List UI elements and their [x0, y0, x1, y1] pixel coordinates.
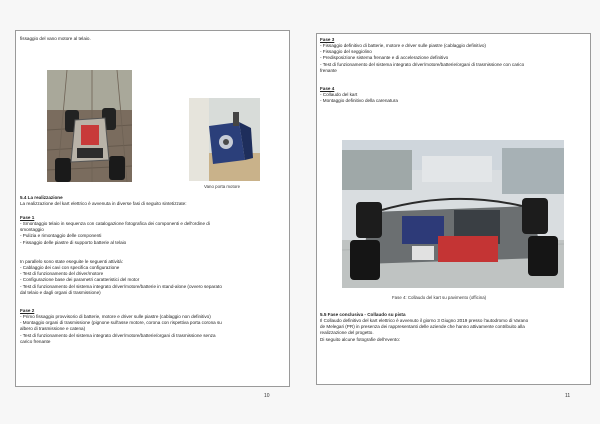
fase4-title: Fase 4: [320, 86, 335, 91]
photo-caption-fase4: Fase 4: Collaudo del kart su pavimento (officina): [392, 295, 487, 300]
list-item: - Primo fissaggio provvisorio di batterie, motore e driver sulle piastre (cablaggio non definitivo): [20, 314, 211, 319]
paragraph-line: de Melegari (PR) in presenza dei rappresentanti delle aziende che hanno attivamente contribuito alla: [320, 324, 525, 330]
kart-chassis-photo: [47, 70, 132, 182]
list-item: - Fissaggio delle piastre di supporto batterie al telaio: [20, 239, 127, 245]
conclusion-paragraph: [320, 318, 528, 343]
paragraph-line: Di seguito alcune fotografie dell'evento:: [320, 336, 401, 342]
list-item: - Configurazione base dei parametri caratteristici del motor: [20, 277, 140, 283]
list-item: - Test di funzionamento del sistema integrato driver/motore/batterie in stand-alone (ovvero separato: [20, 283, 222, 289]
fase3-list: [320, 43, 524, 74]
list-item: - Fissaggio definitivo di batterie, motore e driver sulle piastre (cablaggio definitivo): [320, 43, 486, 48]
fase2-list: [20, 314, 222, 345]
list-item: carico frenante: [20, 338, 51, 344]
list-item: - Pulizia e rimontaggio delle componenti: [20, 233, 102, 239]
list-item: - Montaggio organi di trasmissione (pignone sull'asse motore, corona con rispettiva porta corona su: [20, 320, 222, 326]
list-item: - Cablaggio dei cavi con specifica configurazione: [20, 265, 120, 270]
fase2-title: Fase 2: [20, 308, 35, 313]
parallel-title: In parallelo sono state eseguite le seguenti attività:: [20, 259, 123, 264]
list-item: dal telaio e dagli organi di trasmissione): [20, 289, 101, 295]
caption-vano: Vano porta motore: [204, 184, 241, 189]
motor-housing-photo: [189, 98, 260, 181]
page-number-left: 10: [264, 393, 270, 399]
list-item: - Collaudo del kart: [320, 92, 358, 97]
list-item: - Montaggio definitivo della carenatura: [320, 98, 398, 104]
fase3-title: Fase 3: [320, 37, 335, 42]
list-item: smontaggio: [20, 227, 44, 233]
kart-test-photo: [342, 140, 564, 288]
section-title-realizzazione: 5.4 La realizzazione: [20, 195, 63, 200]
list-item: frenante: [320, 67, 337, 73]
intro-line: fissaggio del vano motore al telaio.: [20, 36, 91, 41]
list-item: albero di trasmissione e catena): [20, 326, 86, 332]
paragraph-line: Il Collaudo definitivo del kart elettrico è avvenuto il giorno 3 Giugno 2019 presso l'autodromo di Varano: [320, 318, 529, 323]
fase4-list: [320, 92, 398, 104]
section-intro: La realizzazione del kart elettrico è avvenuta in diverse fasi di seguito sintetizzate:: [20, 201, 187, 206]
list-item: - Smontaggio telaio in sequenza con catalogazione fotografica dei componenti e dell'ordine di: [20, 221, 210, 226]
page-number-right: 11: [565, 393, 571, 399]
parallel-list: [20, 265, 222, 296]
fase1-list: [20, 221, 210, 246]
list-item: - Predisposizione sistema frenante e di accelerazione definitivo: [320, 55, 449, 61]
list-item: - Test di funzionamento del sistema integrato driver/motore/batterie/organi di trasmissione con carico: [320, 61, 525, 67]
fase1-title: Fase 1: [20, 215, 35, 220]
list-item: - Test di funzionamento del driver/motore: [20, 271, 104, 277]
list-item: - Fissaggio del seggiolino: [320, 49, 372, 55]
right-page: [300, 0, 600, 424]
list-item: - Test di funzionamento del sistema integrato driver/motore/batterie/organi di trasmissione senza: [20, 332, 216, 338]
section-title-collaudo: 5.5 Fase conclusiva - Collaudo su pista: [320, 312, 406, 317]
paragraph-line: realizzazione del progetto.: [320, 330, 374, 336]
